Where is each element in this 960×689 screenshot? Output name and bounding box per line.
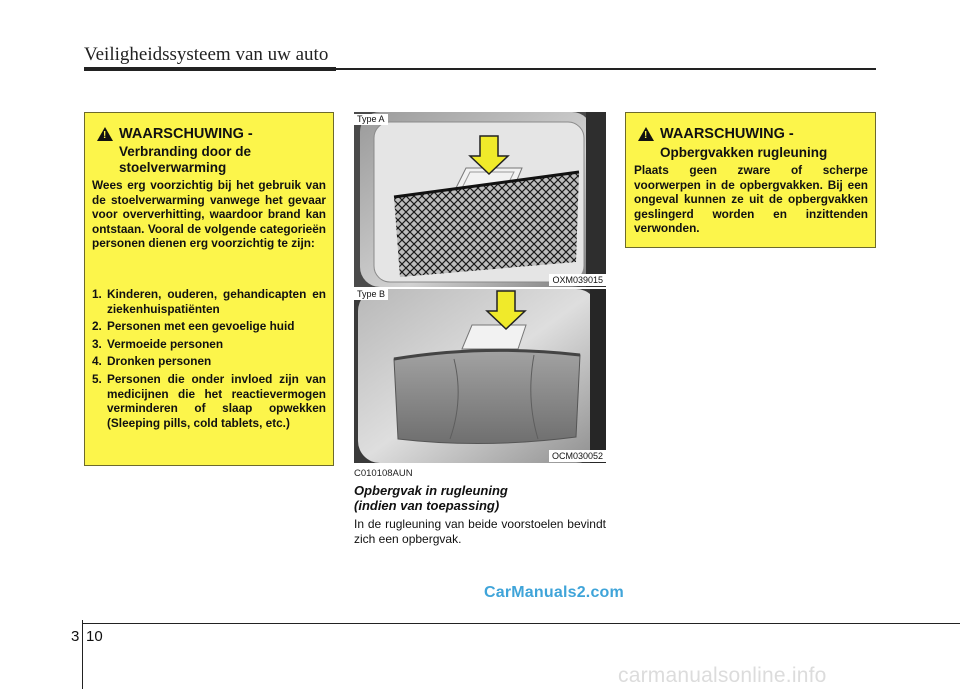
list-item: 3. Vermoeide personen	[92, 336, 224, 351]
page-header-title: Veiligheidssysteem van uw auto	[84, 44, 329, 65]
figure-type-label: Type B	[354, 289, 388, 300]
header-rule-accent	[84, 67, 336, 71]
seatback-pocket-illustration	[354, 289, 606, 463]
figure-type-b-seatback-pocket	[354, 289, 606, 463]
list-item: 2. Personen met een gevoelige huid	[92, 319, 295, 334]
warning-subheading: Verbranding door de	[119, 144, 252, 159]
figure-code: OCM030052	[549, 450, 606, 462]
footer-vertical-rule	[82, 620, 83, 689]
warning-body: Plaats geen zware of scherpe voorwerpen in de opbergvakken. Bij een ongeval kunnen ze uit de opbergvakken geslingerd worden en inzittenden verwonden.	[634, 163, 868, 236]
section-code: C010108AUN	[354, 468, 413, 479]
figure-code: OXM039015	[549, 274, 606, 286]
section-title: Opbergvak in rugleuning (indien van toepassing)	[354, 483, 508, 513]
list-item: 5. Personen die onder invloed zijn van medicijnen die het reactievermogen verminderen of slaap opwekken (Sleeping pills, cold tablets, etc.)	[92, 371, 326, 430]
warning-box-seat-heating: ! WAARSCHUWING - Verbranding door de stoelverwarming Wees erg voorzichtig bij het gebruik van de stoelverwarming vanwege het gevaar voor oververhitting, waardoor brand kan ontstaan. Vooral de volgende categorieën personen dienen erg voorzichtig te zijn: 1. Kinderen, ouderen, gehandicapten en ziekenhuispatiënten 2. Personen met een gevoelige huid 3. Vermoeide personen 4. Dronken personen 5. Personen die onder invloed zijn van medicijnen die het reactievermogen verminderen of slaap opwekken (Sleeping pills, cold tablets, etc.)	[84, 112, 334, 466]
footer-watermark: carmanualsonline.info	[618, 664, 827, 687]
footer-rule	[82, 623, 960, 624]
page-number: 10	[86, 628, 103, 645]
warning-box-seatback-pockets: ! WAARSCHUWING - Opbergvakken rugleuning Plaats geen zware of scherpe voorwerpen in de opbergvakken. Bij een ongeval kunnen ze uit de opbergvakken geslingerd worden en inzittenden verwonden.	[625, 112, 876, 248]
watermark-link[interactable]: CarManuals2.com	[484, 584, 624, 601]
list-item: 1. Kinderen, ouderen, gehandicapten en ziekenhuispatiënten	[92, 287, 326, 316]
warning-list	[92, 287, 326, 433]
warning-subheading: stoelverwarming	[119, 160, 227, 175]
warning-heading: WAARSCHUWING -	[119, 126, 253, 142]
chapter-number: 3	[71, 628, 80, 645]
figure-type-label: Type A	[354, 114, 388, 125]
warning-subheading: Opbergvakken rugleuning	[660, 145, 828, 160]
list-item: 4. Dronken personen	[92, 354, 212, 369]
seatback-net-illustration	[354, 112, 606, 287]
warning-body: Wees erg voorzichtig bij het gebruik van de stoelverwarming vanwege het gevaar voor oververhitting, waardoor brand kan ontstaan. Vooral de volgende categorieën personen dienen erg voorzichtig te zijn:	[92, 178, 326, 251]
warning-heading: WAARSCHUWING -	[660, 126, 794, 142]
section-body: In de rugleuning van beide voorstoelen bevindt zich een opbergvak.	[354, 517, 606, 546]
figure-type-a-seatback-net	[354, 112, 606, 287]
